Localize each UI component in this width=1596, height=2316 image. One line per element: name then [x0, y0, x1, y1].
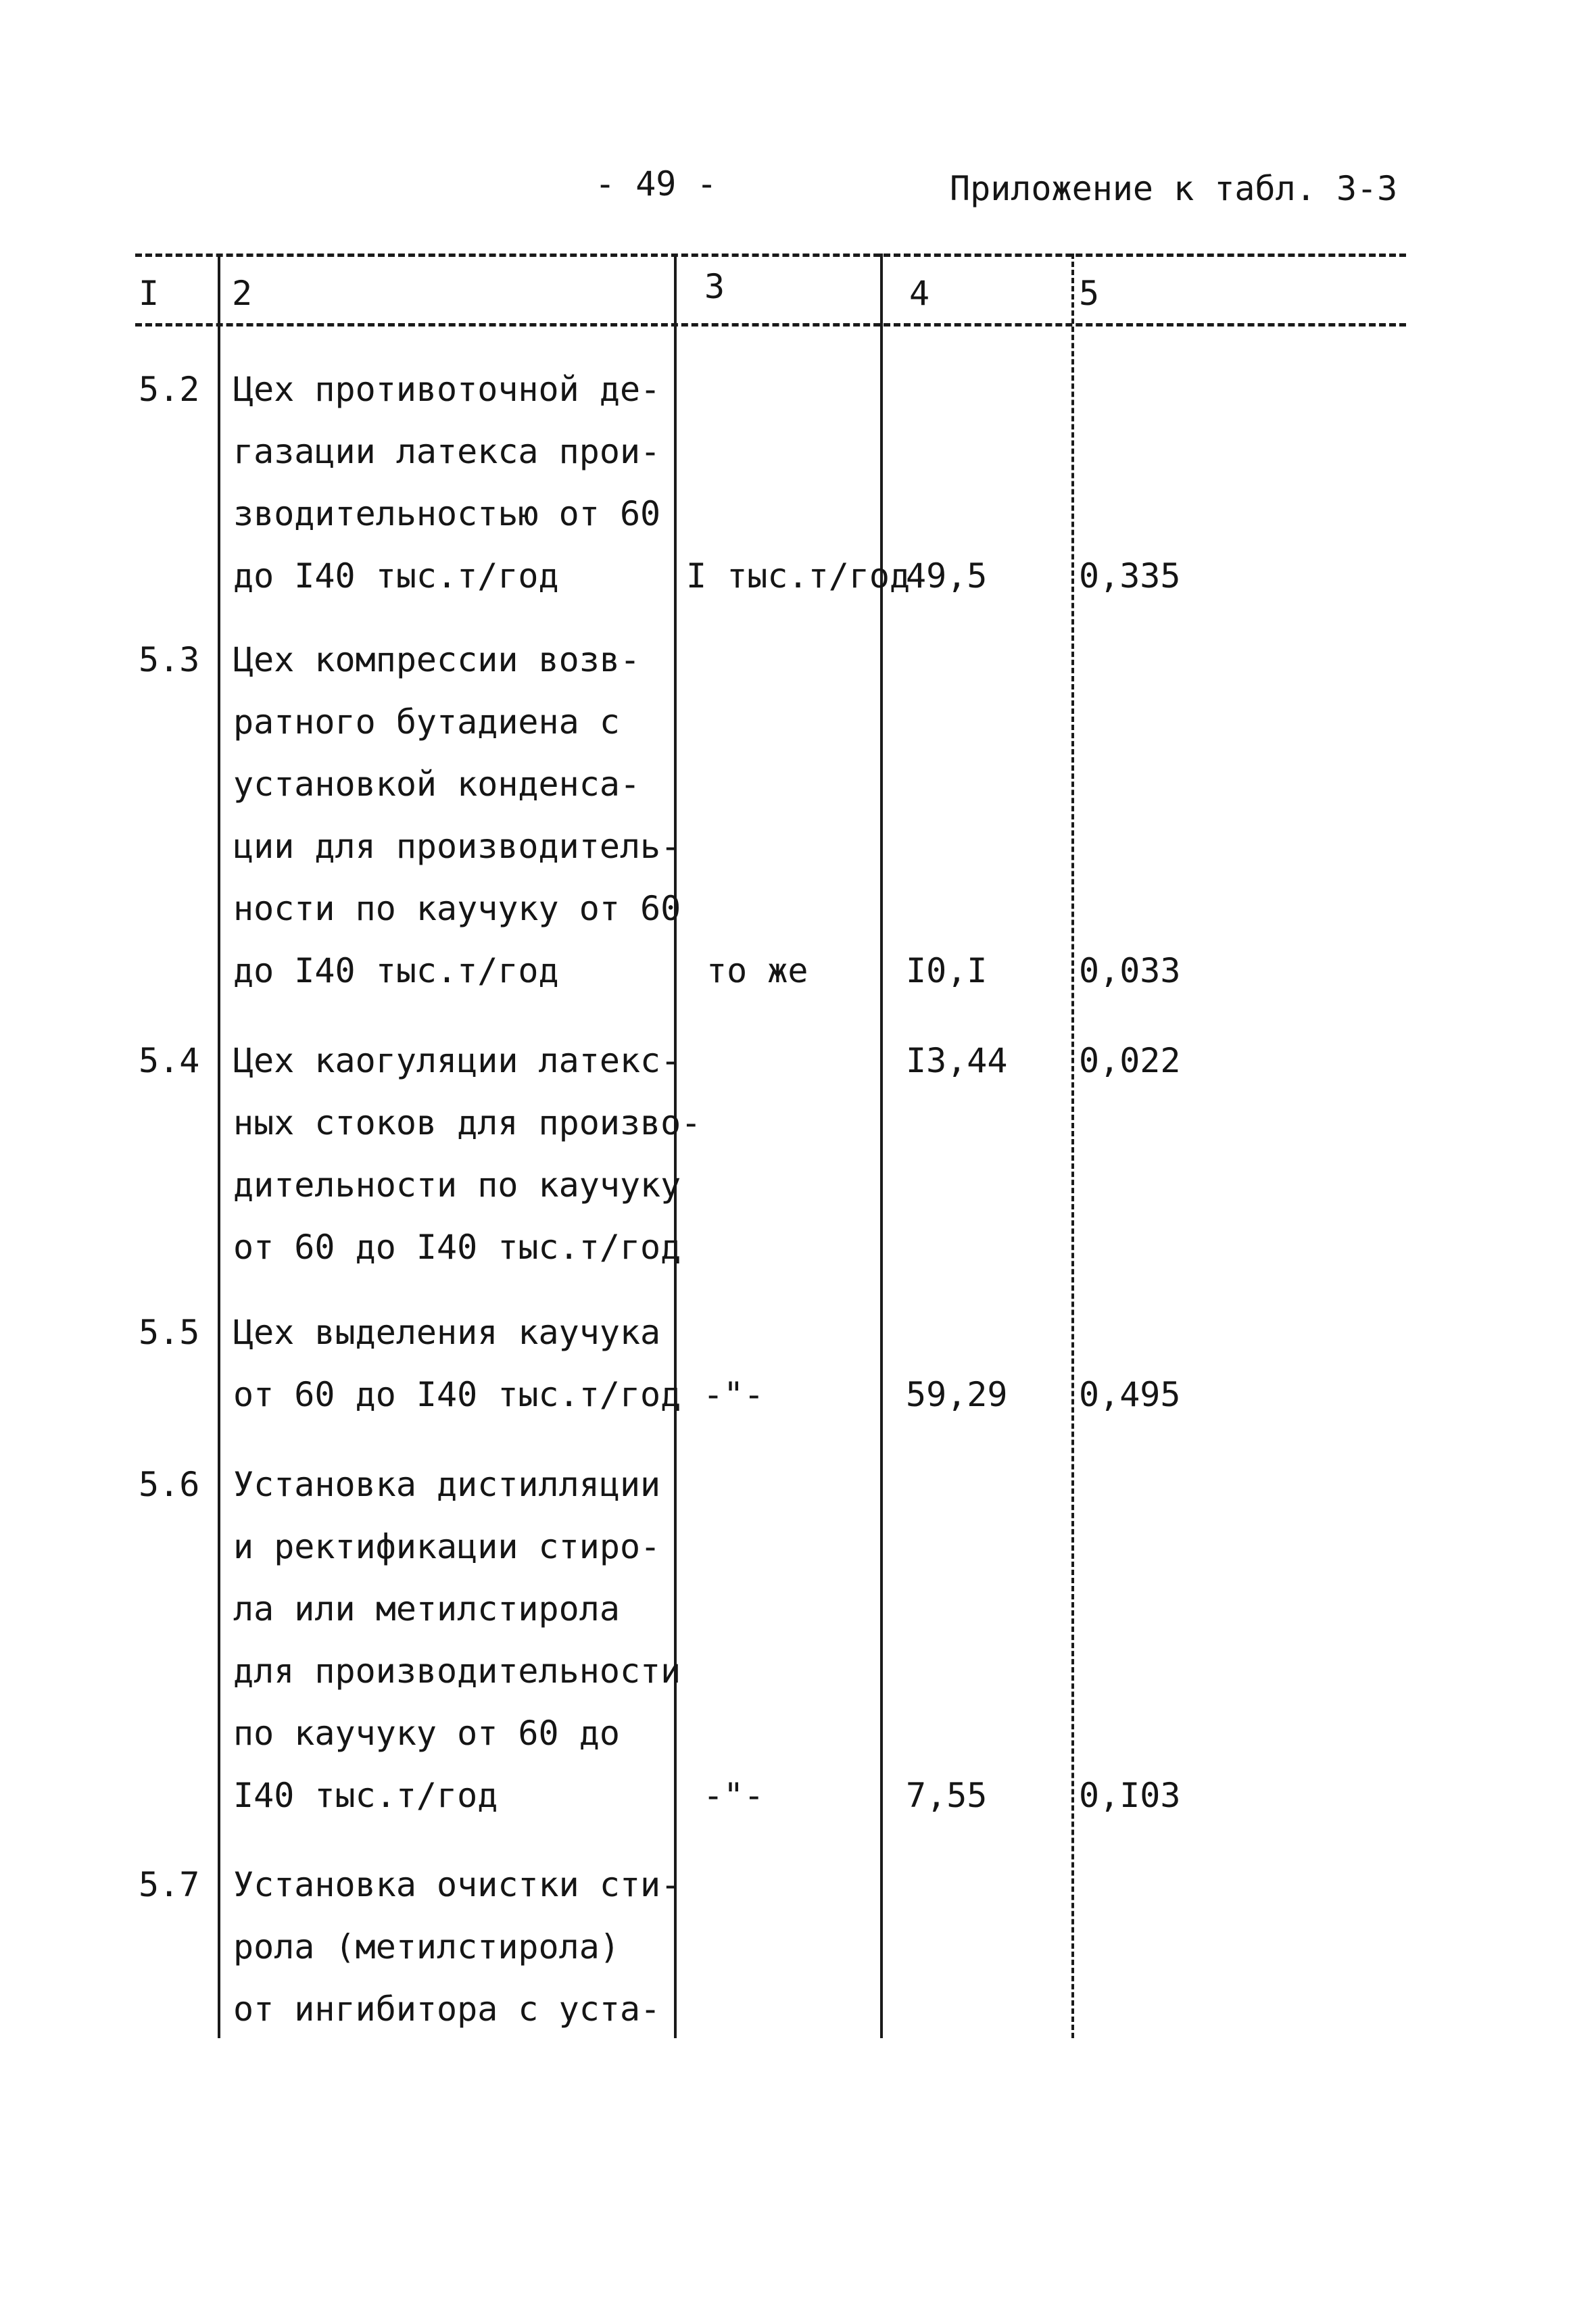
row-description-line: Установка очистки сти-: [233, 1865, 681, 1904]
row-value-col4: 49,5: [906, 556, 988, 596]
row-unit: то же: [706, 951, 808, 990]
row-description-line: Цех противоточной де-: [233, 370, 661, 409]
row-description-line: ности по каучуку от 60: [233, 889, 681, 928]
row-unit: -"-: [703, 1375, 765, 1414]
row-description-line: ных стоков для произво-: [233, 1103, 702, 1142]
column-divider-3: [880, 254, 883, 2038]
row-number: 5.4: [139, 1041, 200, 1080]
row-value-col5: 0,495: [1079, 1375, 1181, 1414]
row-description-line: для производительности: [233, 1651, 681, 1691]
row-description-line: ратного бутадиена с: [233, 702, 620, 742]
row-description-line: дительности по каучуку: [233, 1165, 681, 1205]
column-number: 4: [909, 274, 930, 313]
column-number: 3: [704, 267, 725, 306]
row-value-col5: 0,I03: [1079, 1776, 1181, 1815]
table-top-rule: [135, 254, 1406, 257]
row-description-line: до I40 тыс.т/год: [233, 951, 559, 990]
row-value-col4: I0,I: [906, 951, 988, 990]
row-description-line: газации латекса прои-: [233, 432, 661, 471]
table-header-rule: [135, 323, 1406, 327]
row-description-line: от 60 до I40 тыс.т/год: [233, 1228, 681, 1267]
page-number: - 49 -: [595, 164, 717, 203]
column-number: I: [139, 274, 160, 313]
row-description-line: от ингибитора с уста-: [233, 1989, 661, 2029]
row-description-line: по каучуку от 60 до: [233, 1714, 620, 1753]
row-value-col4: 7,55: [906, 1776, 988, 1815]
row-value-col5: 0,335: [1079, 556, 1181, 596]
row-description-line: I40 тыс.т/год: [233, 1776, 498, 1815]
row-value-col5: 0,033: [1079, 951, 1181, 990]
row-number: 5.6: [139, 1465, 200, 1504]
row-description-line: Цех компрессии возв-: [233, 640, 641, 679]
column-divider-4: [1071, 254, 1074, 2038]
row-unit: I тыс.т/год: [686, 556, 911, 596]
row-value-col4: 59,29: [906, 1375, 1008, 1414]
row-description-line: Цех каогуляции латекс-: [233, 1041, 681, 1080]
row-value-col5: 0,022: [1079, 1041, 1181, 1080]
appendix-title: Приложение к табл. 3-3: [950, 169, 1398, 208]
row-description-line: от 60 до I40 тыс.т/год: [233, 1375, 681, 1414]
row-description-line: зводительностью от 60: [233, 494, 661, 533]
row-description-line: до I40 тыс.т/год: [233, 556, 559, 596]
row-number: 5.3: [139, 640, 200, 679]
row-description-line: ла или метилстирола: [233, 1589, 620, 1629]
row-description-line: ции для производитель-: [233, 827, 681, 866]
row-unit: -"-: [703, 1776, 765, 1815]
row-number: 5.5: [139, 1313, 200, 1352]
row-description-line: Установка дистилляции: [233, 1465, 661, 1504]
row-number: 5.2: [139, 370, 200, 409]
column-number: 2: [232, 274, 253, 313]
row-description-line: установкой конденса-: [233, 765, 641, 804]
column-divider-1: [218, 254, 220, 2038]
row-description-line: и ректификации стиро-: [233, 1527, 661, 1566]
row-description-line: Цех выделения каучука: [233, 1313, 661, 1352]
row-description-line: рола (метилстирола): [233, 1927, 620, 1967]
column-number: 5: [1079, 274, 1100, 313]
row-value-col4: I3,44: [906, 1041, 1008, 1080]
row-number: 5.7: [139, 1865, 200, 1904]
